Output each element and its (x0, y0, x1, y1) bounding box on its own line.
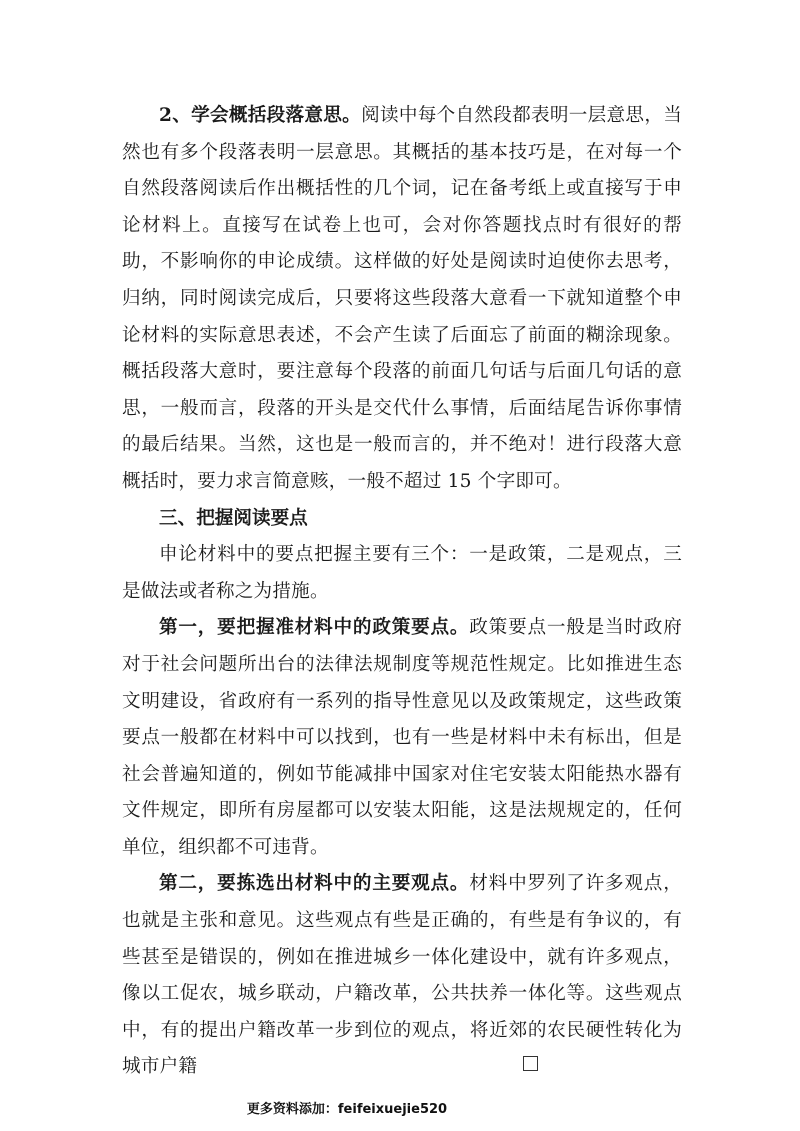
paragraph-key-points (122, 537, 682, 610)
footer-contact (0, 1098, 800, 1117)
paragraph-text: 阅读中每个自然段都表明一层意思，当然也有多个段落表明一层意思。其概括的基本技巧是，在对每一个自然段落阅读后作出概括性的几个词，记在备考纸上或直接写于申论材料上。直接写在试卷上也可，会对你答题找点时有很好的帮助，不影响你的申论成绩。这样做的好处是阅读时迫使你去思考，归纳，同时阅读完成后，只要将这些段落大意看一下就知道整个申论材料的实际意思表述，不会产生读了后面忘了前面的糊涂现象。概括段落大意时，要注意每个段落的前面几句话与后面几句话的意思，一般而言，段落的开头是交代什么事情，后面结尾告诉你事情的最后结果。当然，这也是一般而言的，并不绝对！进行段落大意概括时，要力求言简意赅，一般不超过 15 个字即可。 (122, 105, 682, 492)
section-heading: 三、把握阅读要点 (159, 507, 308, 529)
footer-line (247, 1102, 447, 1117)
footer-contact-id: feifeixuejie520 (337, 1102, 448, 1117)
paragraph-text: 政策要点一般是当时政府对于社会问题所出台的法律法规制度等规范性规定。比如推进生态文明建设，省政府有一系列的指导性意见以及政策规定，这些政策要点一般都在材料中可以找到，也有一些是材料中未有标出，但是社会普遍知道的，例如节能减排中国家对住宅安装太阳能热水器有文件规定，即所有房屋都可以安装太阳能，这是法规规定的，任何单位，组织都不可违背。 (122, 617, 682, 858)
checkbox-square[interactable] (523, 1056, 538, 1071)
paragraph-summarize-meaning (122, 98, 682, 501)
paragraph-text: 材料中罗列了许多观点，也就是主张和意见。这些观点有些是正确的，有些是有争议的，有些甚至是错误的，例如在推进城乡一体化建设中，就有许多观点，像以工促农，城乡联动，户籍改革，公共扶养一体化等。这些观点中，有的提出户籍改革一步到位的观点，将近郊的农民硬性转化为城市户籍 (122, 873, 682, 1078)
paragraph-lead: 第二，要拣选出材料中的主要观点。 (159, 873, 470, 895)
footer-label: 更多资料添加： (246, 1102, 338, 1117)
paragraph-lead: 2、学会概括段落意思。 (159, 105, 362, 126)
paragraph-text: 申论材料中的要点把握主要有三个：一是政策，二是观点，三是做法或者称之为措施。 (122, 544, 682, 602)
paragraph-policy-points (122, 610, 682, 866)
document-body (122, 98, 682, 1086)
paragraph-main-viewpoints (122, 866, 682, 1086)
paragraph-lead: 第一，要把握准材料中的政策要点。 (159, 617, 470, 639)
